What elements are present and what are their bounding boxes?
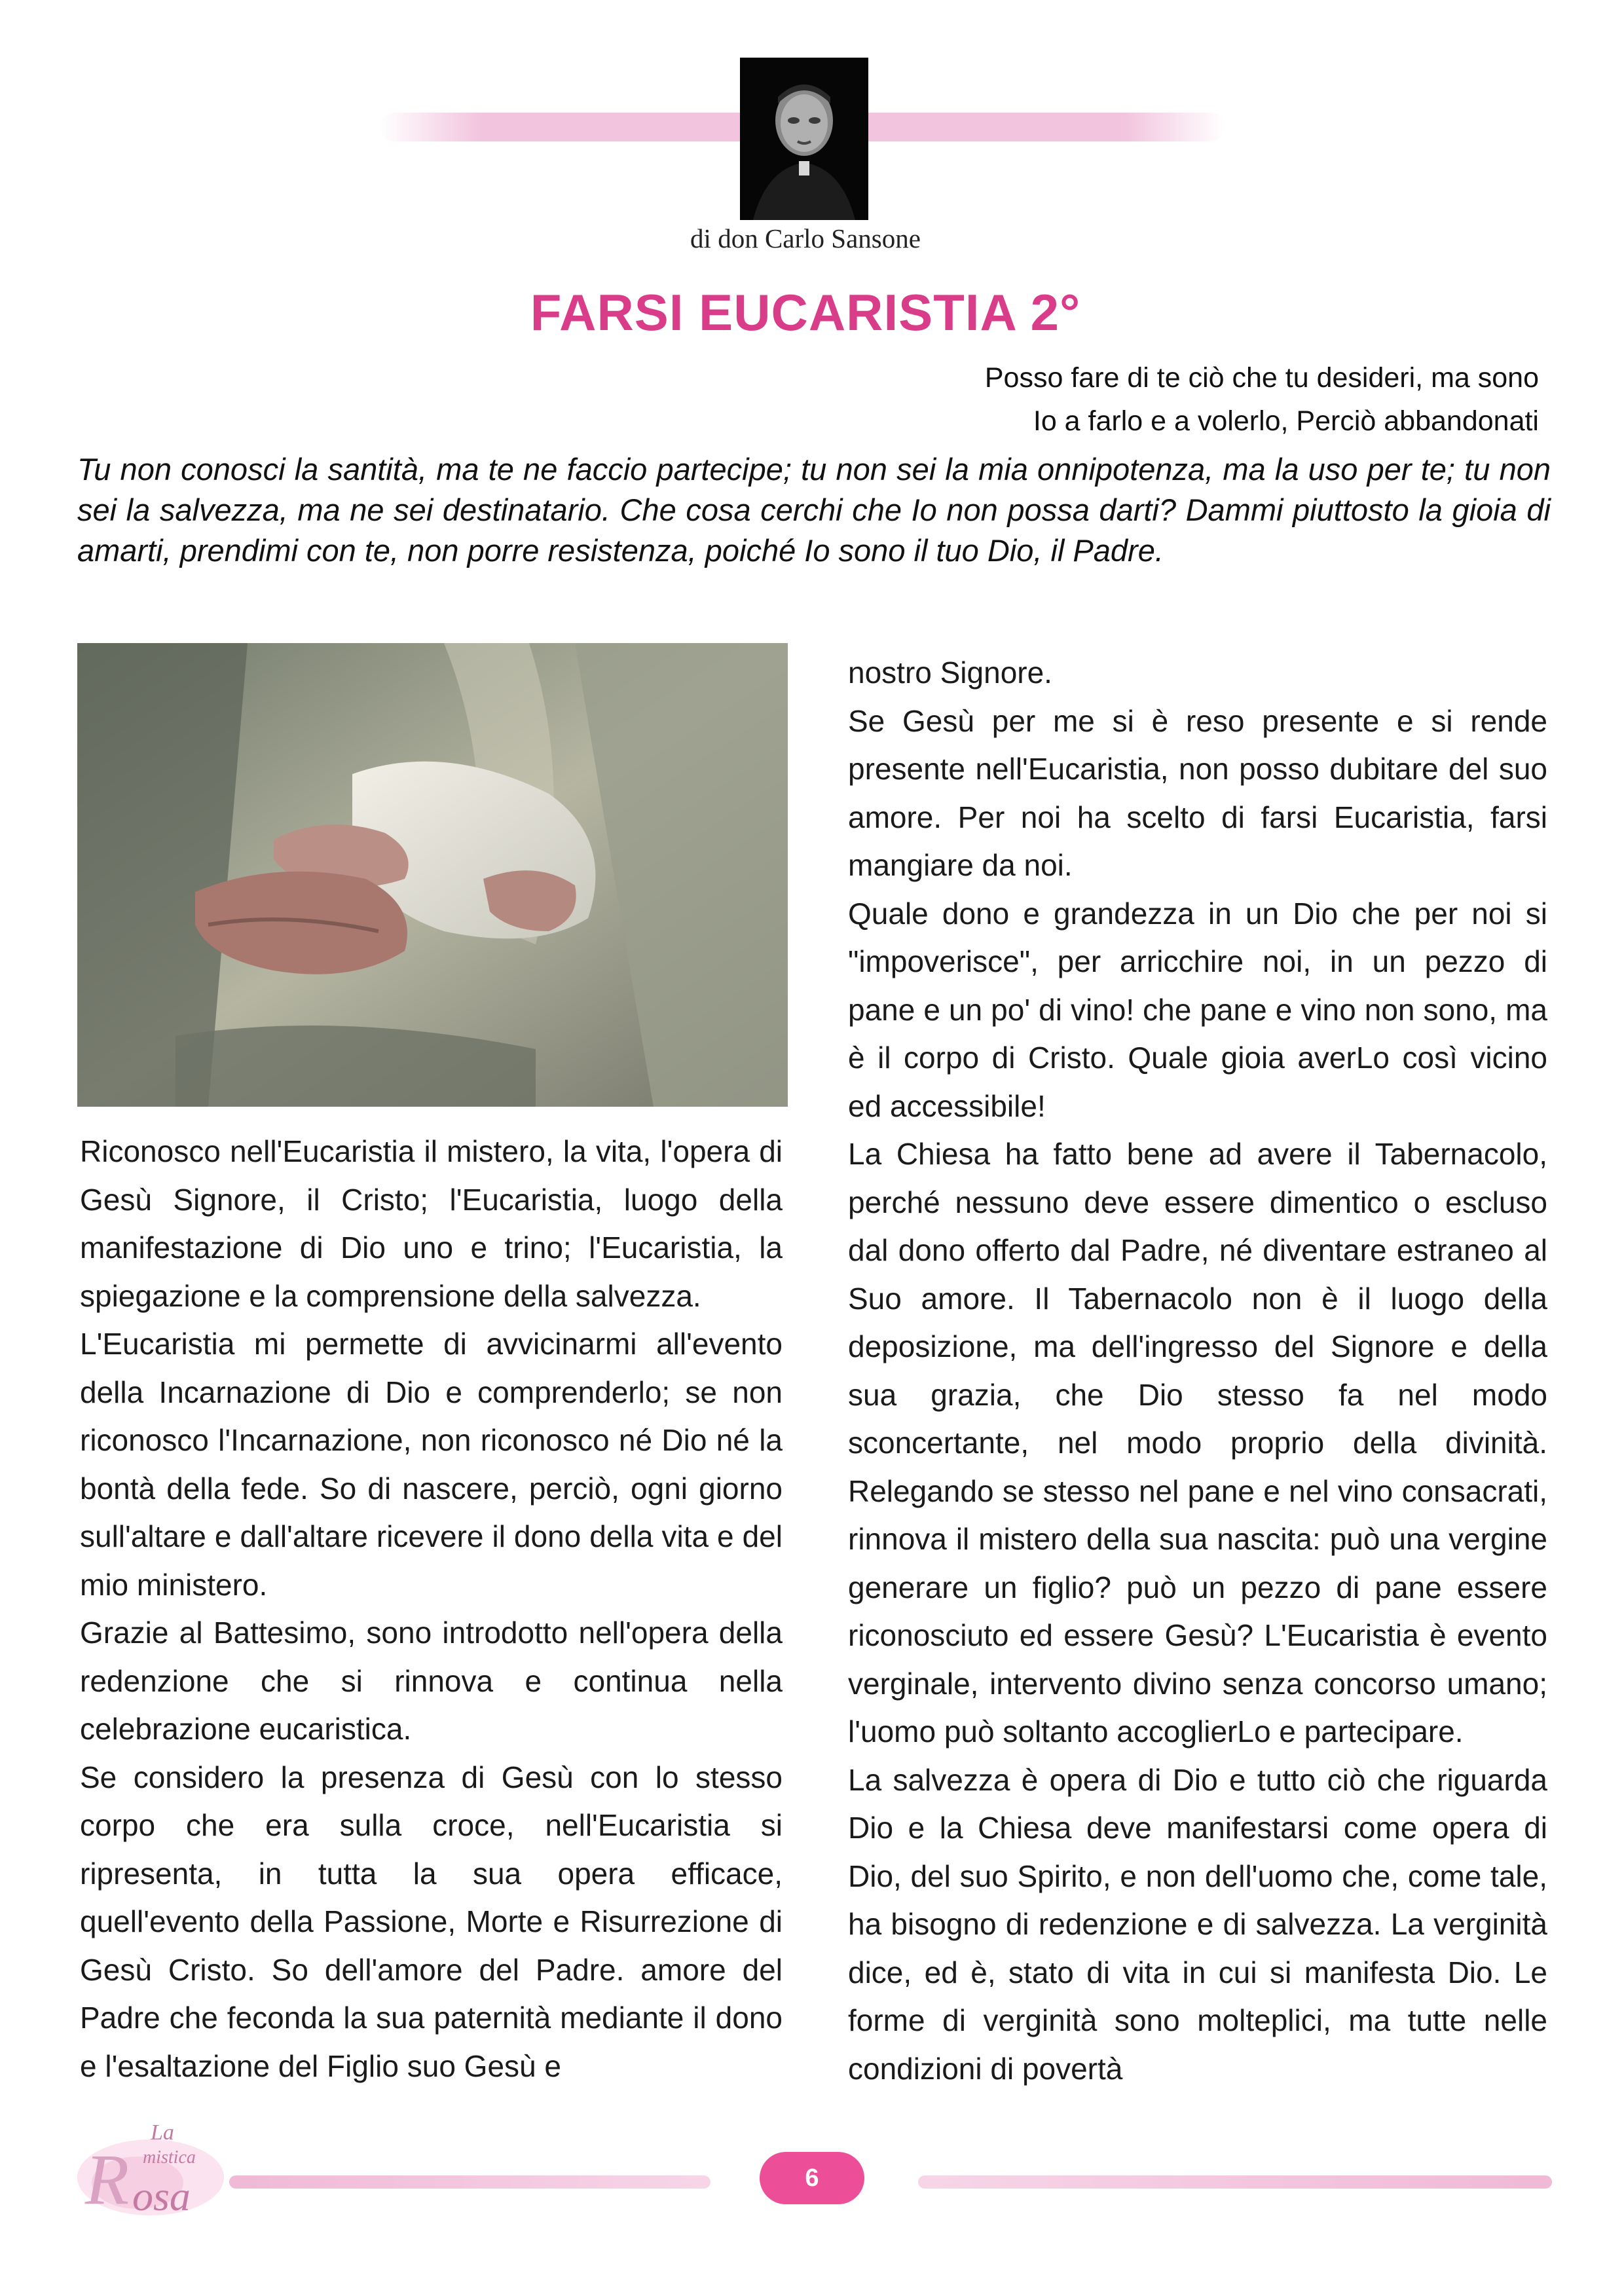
quote-line: Io a farlo e a volerlo, Perciò abbandonati: [1033, 405, 1539, 437]
body-paragraph: L'Eucaristia mi permette di avvicinarmi all'evento della Incarnazione di Dio e comprenderlo; se non riconosco l'Incarnazione, non riconosco né Dio né la bontà della fede. So di nascere, perciò, ogni giorno sull'altare e dall'altare ricevere il dono della vita e del mio ministero.: [80, 1327, 783, 1602]
logo-graphic: [72, 2105, 242, 2223]
svg-text:La: La: [151, 2120, 174, 2145]
page-number: 6: [760, 2152, 864, 2204]
author-byline: di don Carlo Sansone: [690, 223, 921, 253]
host-in-hands-photo: [77, 643, 788, 1107]
portrait-image: [740, 58, 868, 220]
body-paragraph: La salvezza è opera di Dio e tutto ciò che riguarda Dio e la Chiesa deve manifestarsi come opera di Dio, del suo Spirito, e non dell'uomo che, come tale, ha bisogno di redenzione e di salvezza. La verginità dice, ed è, stato di vita in cui si manifesta Dio. Le forme di verginità sono molteplici, ma tutte nelle condizioni di povertà: [848, 1762, 1547, 2086]
la-mistica-rosa-logo: [72, 2105, 242, 2223]
body-paragraph: Se considero la presenza di Gesù con lo stesso corpo che era sulla croce, nell'Eucaristia si ripresenta, in tutta la sua opera efficace, quell'evento della Passione, Morte e Risurrezione di Gesù Cristo. So dell'amore del Padre. amore del Padre che feconda la sua paternità mediante il dono e l'esaltazione del Figlio suo Gesù e: [80, 1760, 783, 2083]
svg-text:R: R: [85, 2139, 130, 2219]
quote-line: Posso fare di te ciò che tu desideri, ma sono: [984, 362, 1539, 394]
body-paragraph: Riconosco nell'Eucaristia il mistero, la vita, l'opera di Gesù Signore, il Cristo; l'Eucaristia, luogo della manifestazione di Dio uno e trino; l'Eucaristia, la spiegazione e la comprensione della salvezza.: [80, 1134, 783, 1313]
intro-paragraph: Tu non conosci la santità, ma te ne faccio partecipe; tu non sei la mia onnipotenza, ma la uso per te; tu non sei la salvezza, ma ne sei destinatario. Che cosa cerchi che Io non possa darti? Dammi piuttosto la gioia di amarti, prendimi con te, non porre resistenza, poiché Io sono il tuo Dio, il Padre.: [77, 452, 1551, 568]
photo-illustration: [77, 643, 788, 1107]
body-paragraph: Grazie al Battesimo, sono introdotto nell'opera della redenzione che si rinnova e continua nella celebrazione eucaristica.: [80, 1616, 783, 1746]
body-paragraph: Se Gesù per me si è reso presente e si rende presente nell'Eucaristia, non posso dubitare del suo amore. Per noi ha scelto di farsi Eucaristia, farsi mangiare da noi.: [848, 703, 1547, 882]
body-paragraph: Quale dono e grandezza in un Dio che per noi si "impoverisce", per arricchire noi, in un pezzo di pane e un po' di vino! che pane e vino non sono, ma è il corpo di Cristo. Quale gioia averLo così vicino ed accessibile!: [848, 896, 1547, 1123]
right-column: [848, 649, 1547, 2093]
svg-text:osa: osa: [132, 2173, 191, 2219]
footer-decor-bar-right: [918, 2175, 1552, 2189]
article-title: FARSI EUCARISTIA 2°: [530, 284, 1081, 341]
body-paragraph: La Chiesa ha fatto bene ad avere il Tabernacolo, perché nessuno deve essere dimentico o escluso dal dono offerto dal Padre, né diventare estraneo al Suo amore. Il Tabernacolo non è il luogo della deposizione, ma dell'ingresso del Signore e della sua grazia, che Dio stesso fa nel modo sconcertante, nel modo proprio della divinità. Relegando se stesso nel pane e nel vino consacrati, rinnova il mistero della sua nascita: può una vergine generare un figlio? può un pezzo di pane essere riconosciuto ed essere Gesù? L'Eucaristia è evento verginale, intervento divino senza concorso umano; l'uomo può soltanto accoglierLo e partecipare.: [848, 1137, 1547, 1748]
author-portrait: [740, 58, 868, 220]
left-column: [80, 1128, 783, 2090]
body-paragraph: nostro Signore.: [848, 656, 1052, 690]
footer-decor-bar-left: [229, 2175, 710, 2189]
svg-text:mistica: mistica: [143, 2147, 196, 2168]
opening-quote: [877, 356, 1539, 443]
